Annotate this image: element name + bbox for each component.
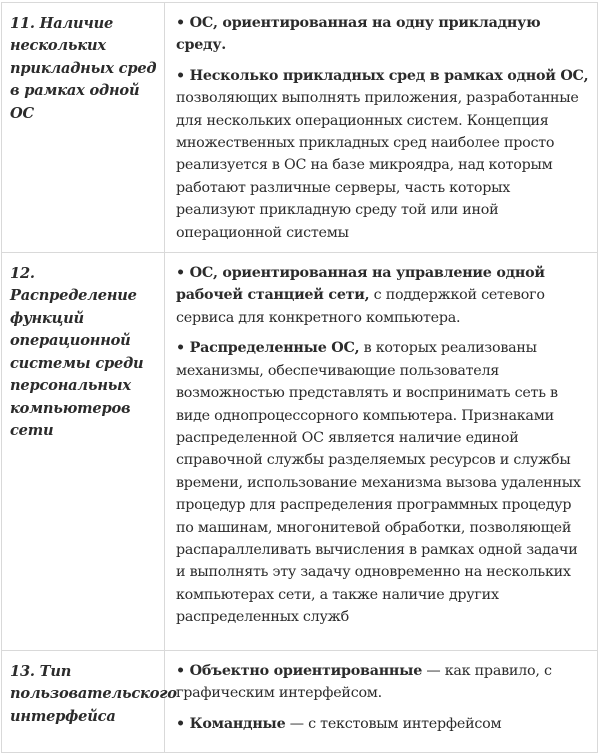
list-item (176, 12, 591, 57)
criterion-cell (2, 253, 165, 651)
item-heading: • Объектно ориентированные (176, 663, 423, 680)
item-heading: • Распределенные ОС, (176, 340, 360, 357)
item-text: с поддержкой сетевого сервиса для конкретного компьютера. (176, 287, 545, 326)
os-classification-table (1, 2, 598, 753)
list-item (176, 660, 591, 705)
table-row (2, 3, 598, 253)
item-heading: • ОС, ориентированная на одну прикладную среду. (176, 15, 541, 54)
item-heading: • Командные (176, 715, 286, 732)
criterion-label: 12. Распределение функций операционной системы среди персональных компьютеров сети (10, 265, 144, 439)
item-text: — как правило, с графическим интерфейсом. (176, 663, 552, 702)
criterion-label: 13. Тип пользовательского интерфейса (10, 663, 177, 725)
table-row (2, 253, 598, 651)
criterion-cell (2, 651, 177, 753)
table-row (2, 651, 598, 753)
item-heading: • ОС, ориентированная на управление одной рабочей станцией сети, (176, 265, 545, 304)
list-item (176, 262, 591, 329)
list-item (176, 337, 591, 628)
item-text: в которых реализованы механизмы, обеспечивающие пользователя возможностью представлять и воспринимать сеть в виде однопроцессорного компьютера. Признаками распределенной ОС является наличие единой справочной службы разделяемых ресурсов и службы времени, использование механизма вызова удаленных процедур для распределения программных процедур по машинам, многонитевой обработки, позволяющей распараллеливать вычисления в рамках одной задачи и выполнять эту задачу одновременно на нескольких компьютерах сети, а также наличие других распределенных служб (176, 340, 581, 626)
item-text: позволяющих выполнять приложения, разработанные для нескольких операционных систем. Концепция множественных прикладных сред наиболее просто реализуется в ОС на базе микроядра, над которым работают различные серверы, часть которых реализуют прикладную среду той или иной операционной системы (176, 90, 579, 241)
description-cell (165, 651, 598, 753)
criterion-cell (2, 3, 165, 253)
criterion-label: 11. Наличие нескольких прикладных сред в рамках одной ОС (10, 15, 157, 122)
item-heading: • Несколько прикладных сред в рамках одной ОС, (176, 67, 589, 84)
list-item (176, 65, 591, 244)
description-cell (165, 253, 598, 651)
item-text: — с текстовым интерфейсом (285, 715, 502, 732)
description-cell (165, 3, 598, 253)
list-item (176, 713, 591, 735)
